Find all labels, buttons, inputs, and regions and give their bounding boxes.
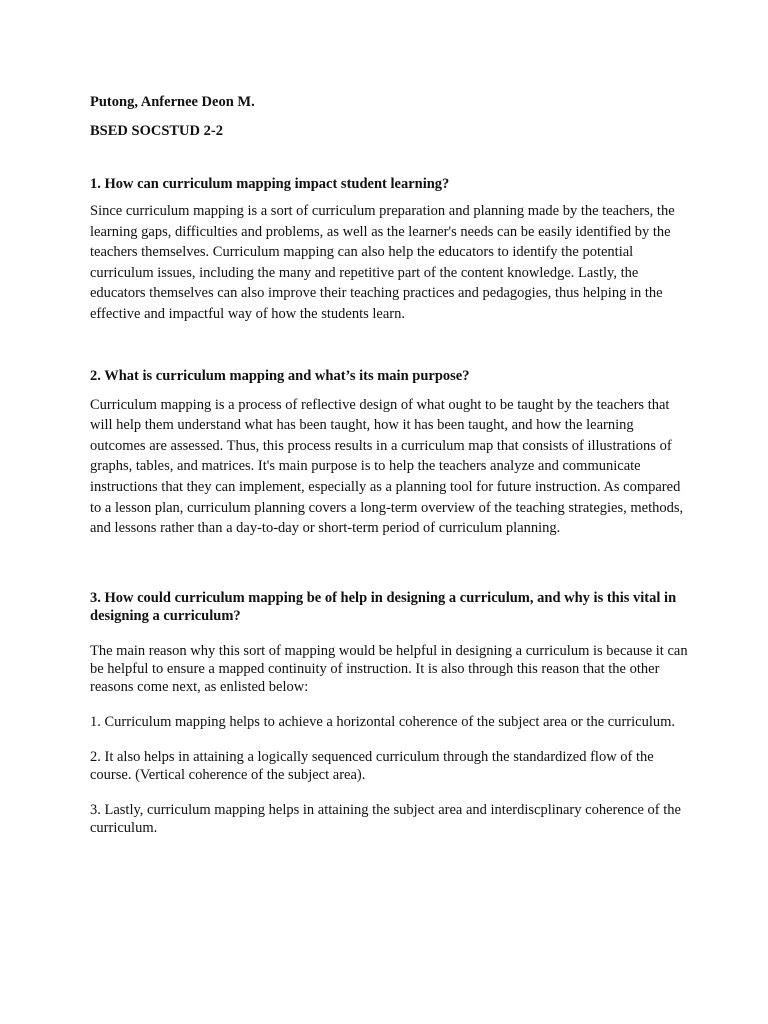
answer-3-list-item: 2. It also helps in attaining a logically sequenced curriculum through the standardized flow of the course. (Vertical coherence of the subject area). [90, 748, 654, 783]
question-3: 3. How could curriculum mapping be of help in designing a curriculum, and why is this vital in designing a curriculum? [90, 589, 677, 624]
answer-1: Since curriculum mapping is a sort of curriculum preparation and planning made by the teachers, the learning gaps, difficulties and problems, as well as the learner's needs can be easily identified by the teachers themselves. Curriculum mapping can also help the educators to identify the potential curriculum issues, including the many and repetitive part of the content knowledge. Lastly, the educators themselves can also improve their teaching practices and pedagogies, thus helping in the effective and impactful way of how the students learn. [90, 203, 675, 322]
question-2: 2. What is curriculum mapping and what’s its main purpose? [90, 367, 470, 384]
answer-3-list-item: 1. Curriculum mapping helps to achieve a horizontal coherence of the subject area or the curriculum. [90, 713, 676, 730]
answer-2: Curriculum mapping is a process of reflective design of what ought to be taught by the teachers that will help them understand what has been taught, how it has been taught, and how the learning outcomes are assessed. Thus, this process results in a curriculum map that consists of illustrations of graphs, tables, and matrices. It's main purpose is to help the teachers analyze and communicate instructions that they can implement, especially as a planning tool for future instruction. As compared to a lesson plan, curriculum planning covers a long-term overview of the teaching strategies, methods, and lessons rather than a day-to-day or short-term period of curriculum planning. [90, 396, 684, 537]
answer-3-list-item: 3. Lastly, curriculum mapping helps in attaining the subject area and interdiscplinary coherence of the curriculum. [90, 801, 681, 836]
answer-3: The main reason why this sort of mapping would be helpful in designing a curriculum is because it can be helpful to ensure a mapped continuity of instruction. It is also through this reason that the other reasons come next, as enlisted below: [90, 642, 688, 695]
document-page [90, 93, 690, 837]
question-1: 1. How can curriculum mapping impact student learning? [90, 176, 450, 192]
student-name: Putong, Anfernee Deon M. [90, 94, 255, 110]
course-section: BSED SOCSTUD 2-2 [90, 123, 223, 139]
